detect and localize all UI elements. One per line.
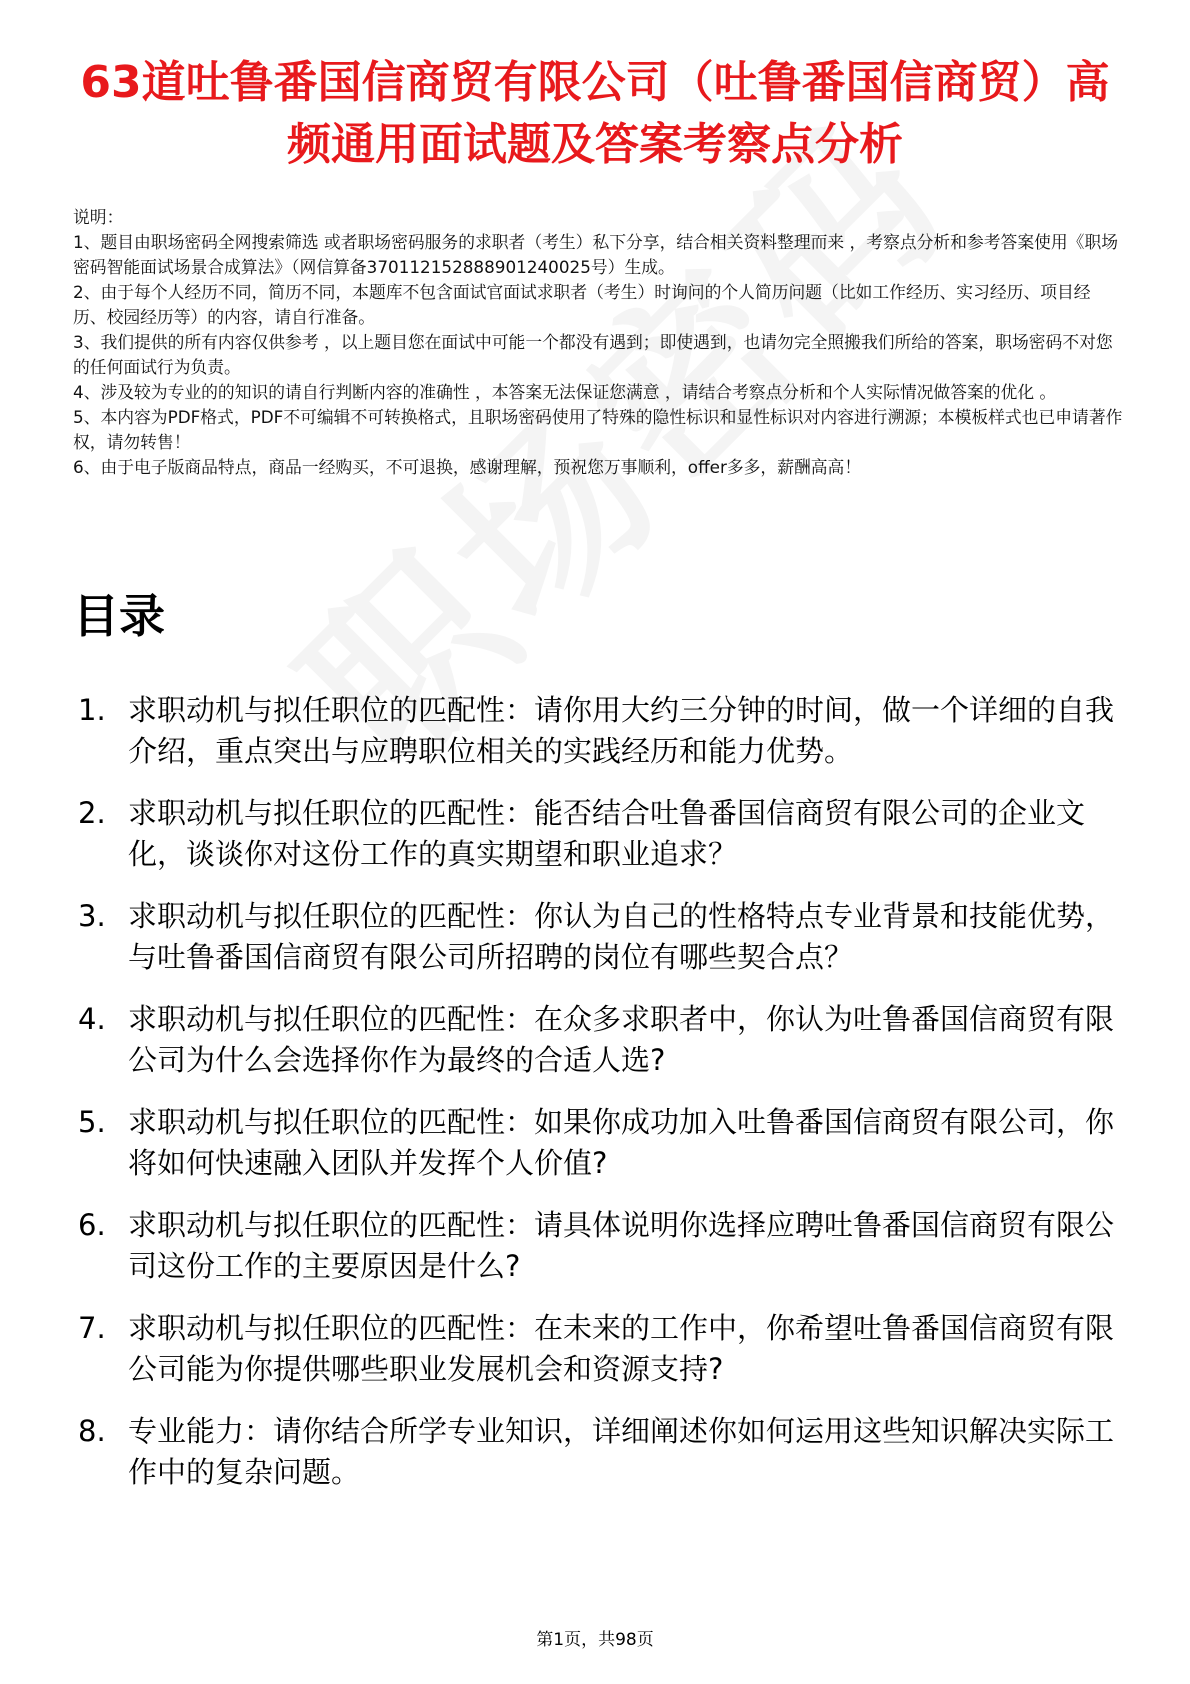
note-item: 3、我们提供的所有内容仅供参考 ，以上题目您在面试中可能一个都没有遇到；即使遇到，也请勿完全照搬我们所给的答案，职场密码不对您的任何面试行为负责。	[73, 332, 1113, 377]
toc-item-number: 1.	[78, 693, 106, 727]
toc-item[interactable]	[78, 1205, 1118, 1287]
toc-heading: 目录	[73, 589, 165, 643]
document-title: 63道吐鲁番国信商贸有限公司（吐鲁番国信商贸）高频通用面试题及答案考察点分析	[80, 57, 1110, 170]
toc-item-number: 2.	[78, 796, 106, 830]
toc-item-number: 8.	[78, 1414, 106, 1448]
toc-item-number: 4.	[78, 1002, 106, 1036]
toc-item[interactable]	[78, 1102, 1118, 1184]
toc-item-text: 求职动机与拟任职位的匹配性：在未来的工作中，你希望吐鲁番国信商贸有限公司能为你提供哪些职业发展机会和资源支持?	[128, 1311, 1115, 1386]
toc-list	[78, 690, 1118, 1514]
toc-item-number: 3.	[78, 899, 106, 933]
toc-item[interactable]	[78, 793, 1118, 875]
toc-item[interactable]	[78, 896, 1118, 978]
toc-item[interactable]	[78, 690, 1118, 772]
toc-item-text: 求职动机与拟任职位的匹配性：请你用大约三分钟的时间，做一个详细的自我介绍，重点突出与应聘职位相关的实践经历和能力优势。	[128, 693, 1115, 768]
toc-item[interactable]	[78, 1308, 1118, 1390]
toc-item-text: 求职动机与拟任职位的匹配性：你认为自己的性格特点专业背景和技能优势，与吐鲁番国信商贸有限公司所招聘的岗位有哪些契合点？	[128, 899, 1115, 974]
page-number: 第1页，共98页	[536, 1630, 654, 1650]
toc-item-number: 6.	[78, 1208, 106, 1242]
toc-item-text: 求职动机与拟任职位的匹配性：能否结合吐鲁番国信商贸有限公司的企业文化，谈谈你对这份工作的真实期望和职业追求？	[128, 796, 1086, 871]
toc-item-text: 专业能力：请你结合所学专业知识，详细阐述你如何运用这些知识解决实际工作中的复杂问题。	[128, 1414, 1115, 1489]
toc-item-text: 求职动机与拟任职位的匹配性：在众多求职者中，你认为吐鲁番国信商贸有限公司为什么会选择你作为最终的合适人选?	[128, 1002, 1115, 1077]
note-item: 6、由于电子版商品特点，商品一经购买，不可退换，感谢理解，预祝您万事顺利，offer多多，薪酬高高！	[73, 457, 862, 477]
notes-heading: 说明：	[73, 207, 124, 227]
note-item: 2、由于每个人经历不同，简历不同，本题库不包含面试官面试求职者（考生）时询问的个人简历问题（比如工作经历、实习经历、项目经历、校园经历等）的内容，请自行准备。	[73, 282, 1091, 327]
toc-item-text: 求职动机与拟任职位的匹配性：请具体说明你选择应聘吐鲁番国信商贸有限公司这份工作的主要原因是什么?	[128, 1208, 1115, 1283]
note-item: 4、涉及较为专业的的知识的请自行判断内容的准确性 ，本答案无法保证您满意 ，请结合考察点分析和个人实际情况做答案的优化 。	[73, 382, 1057, 402]
toc-item[interactable]	[78, 1411, 1118, 1493]
note-item: 1、题目由职场密码全网搜索筛选 或者职场密码服务的求职者（考生）私下分享，结合相关资料整理而来 ，考察点分析和参考答案使用《职场密码智能面试场景合成算法》（网信算备370112152888901240025号）生成。	[73, 232, 1119, 277]
toc-item[interactable]	[78, 999, 1118, 1081]
toc-item-number: 5.	[78, 1105, 106, 1139]
toc-item-number: 7.	[78, 1311, 106, 1345]
toc-item-text: 求职动机与拟任职位的匹配性：如果你成功加入吐鲁番国信商贸有限公司，你将如何快速融入团队并发挥个人价值?	[128, 1105, 1115, 1180]
notes-section	[73, 205, 1123, 480]
note-item: 5、本内容为PDF格式，PDF不可编辑不可转换格式，且职场密码使用了特殊的隐性标识和显性标识对内容进行溯源；本模板样式也已申请著作权，请勿转售！	[73, 407, 1123, 452]
